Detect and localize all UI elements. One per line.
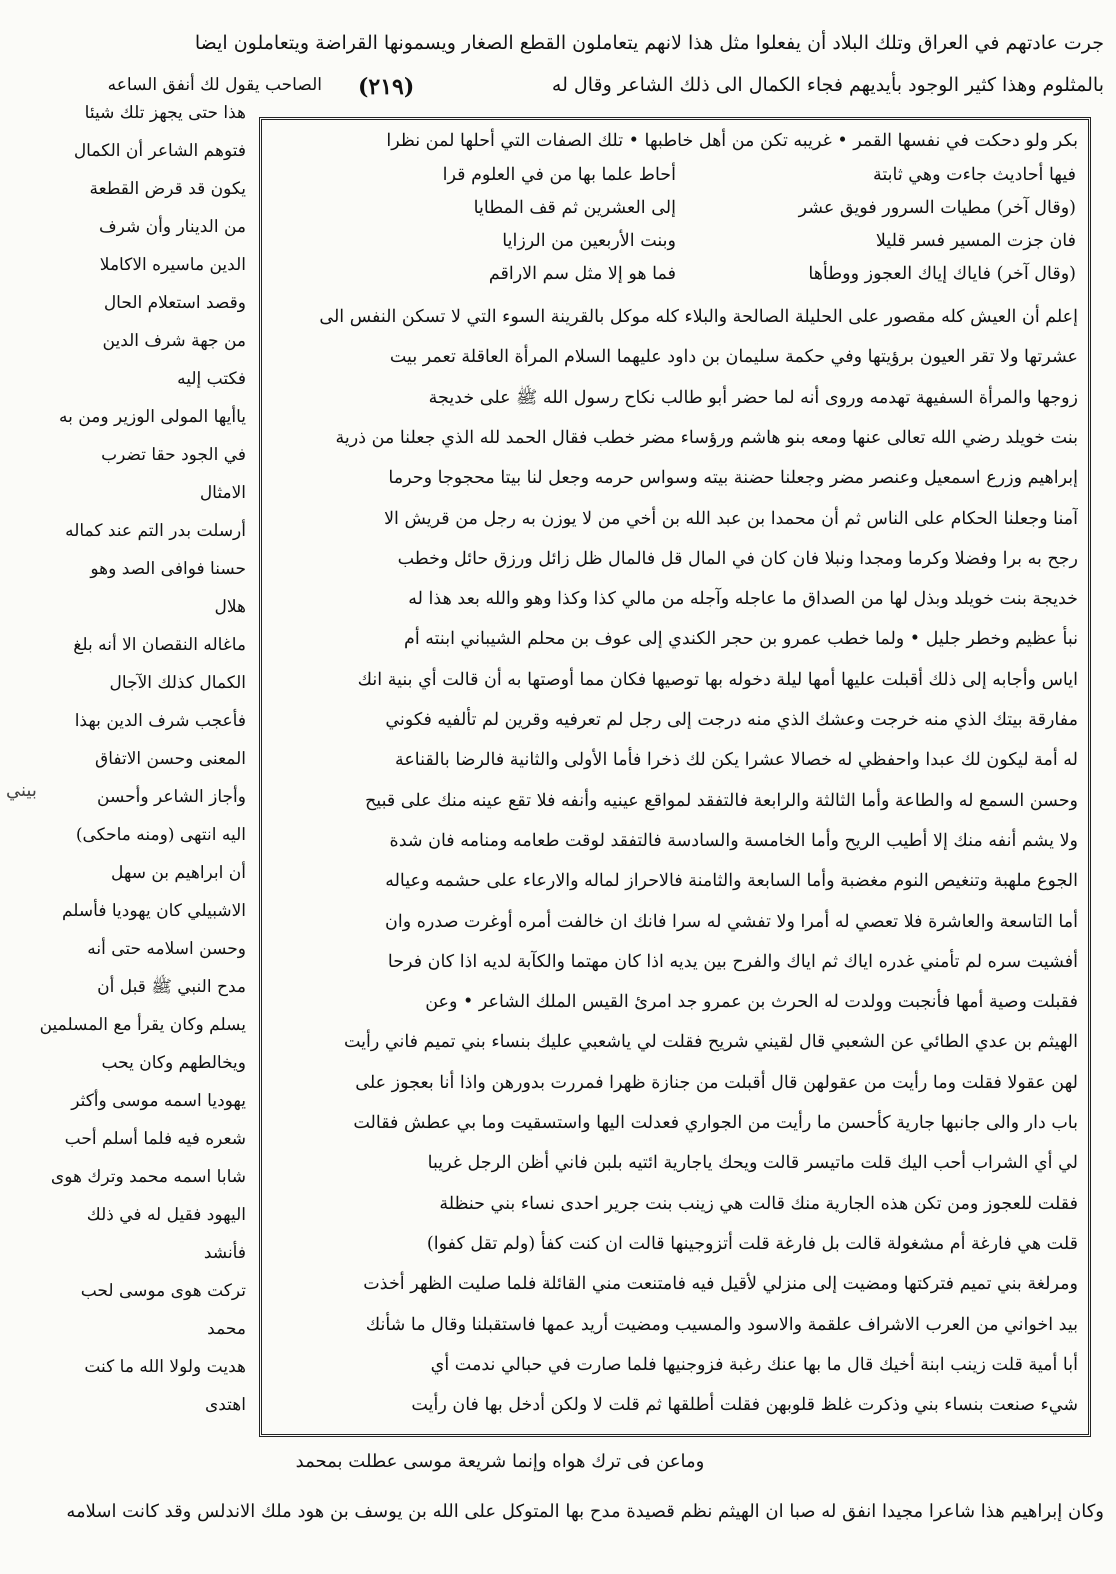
margin-line: الاشبيلي كان يهوديا فأسلم (61, 901, 246, 921)
margin-line: وقصد استعلام الحال (103, 293, 246, 313)
margin-commentary (22, 98, 246, 1438)
margin-line: فأنشد (203, 1243, 246, 1263)
margin-line: هذا حتى يجهز تلك شيئا (84, 103, 246, 123)
margin-line: اهتدى (204, 1395, 246, 1415)
main-text-line: بيد اخواني من العرب الاشراف علقمة والاسود والمسيب ومضيت أريد عمها فاستقبلنا وقال ما شأنك (365, 1314, 1078, 1335)
verse-first-hemistich: (وقال آخر) فاياك إياك العجوز ووطأها (808, 264, 1076, 284)
margin-line: الامثال (199, 483, 246, 503)
main-text-line: أفشيت سره لم تأمني غدره اياك ثم اياك والفرح بين يديه اذا كان مهتما والكآبة لديه اذا كان فرحا (387, 951, 1078, 972)
margin-line: الدين ماسيره الاكاملا (99, 255, 246, 275)
main-text-line: قلت هي فارغة أم مشغولة قالت بل فارغة قلت أتزوجينها قالت ان كنت كفأ (ولم تقل كفوا) (426, 1233, 1078, 1254)
main-text-line: أما التاسعة والعاشرة فلا تعصي له أمرا ولا تفشي له سرا فانك ان خالفت أمره أوغرت صدره وان (385, 911, 1078, 932)
margin-line: هلال (214, 597, 246, 617)
margin-line: يكون قد قرض القطعة (89, 179, 246, 199)
margin-line: مدح النبي ﷺ قبل أن (97, 977, 246, 997)
main-text-line: شيء صنعت بنساء بني وذكرت غلظ قلوبهن فقلت أطلقها ثم قلت لا ولكن أدخل بها فان رأيت (411, 1395, 1078, 1416)
footer-line: وكان إبراهيم هذا شاعرا مجيدا انفق له صبا ان الهيثم نظم قصيدة مدح بها المتوكل على الله بن يوسف بن هود ملك الاندلس وقد كانت اسلامه (66, 1501, 1104, 1522)
page-number: (٢١٩) (358, 74, 415, 100)
verse-second-hemistich: إلى العشرين ثم قف المطايا (473, 198, 676, 218)
margin-line: ويخالطهم وكان يحب (101, 1053, 246, 1073)
margin-line: شعره فيه فلما أسلم أحب (64, 1129, 246, 1149)
main-text-line: إعلم أن العيش كله مقصور على الحليلة الصالحة والبلاء كله موكل بالقرينة السوء التي لا تسكن النفس الى (319, 307, 1078, 327)
verse-first-hemistich: فيها أحاديث جاءت وهي ثابتة (872, 165, 1076, 185)
verse-first-hemistich: فان جزت المسير فسر قليلا (875, 231, 1076, 251)
margin-line: تركت هوى موسى لحب (80, 1281, 246, 1301)
main-text-line: فقلت للعجوز ومن تكن هذه الجارية منك قالت هي زينب بنت جرير احدى نساء بني حنظلة (439, 1193, 1078, 1214)
main-text-line: اياس وأجابه إلى ذلك أقبلت عليها أمها ليلة دخوله بها توصيها فكان مما أوصتها به أن قالت أي بنية انك (357, 669, 1078, 690)
margin-line: من الدينار وأن شرف (99, 217, 246, 237)
margin-line: أن ابراهيم بن سهل (110, 863, 246, 883)
main-text-line: زوجها والمرأة السفيهة تهدمه وروى أنه لما حضر أبو طالب نكاح رسول الله ﷺ على خديجة (428, 387, 1078, 408)
margin-line: من جهة شرف الدين (102, 331, 246, 351)
margin-line: شابا اسمه محمد وترك هوى (50, 1167, 246, 1187)
main-text-line: ولا يشم أنفه منك إلا أطيب الريح وأما الخامسة والسادسة فالتفقد لوقت طعامه ومنامه فان شدة (389, 830, 1078, 851)
main-text-line: الهيثم بن عدي الطائي عن الشعبي قال لقيني شريح فقلت لي ياشعبي عليك بنساء بني تميم فاني رأيت (343, 1032, 1078, 1053)
verse-second-hemistich: فما هو إلا مثل سم الاراقم (488, 264, 676, 284)
main-text-line: لهن عقولا فقلت وما رأيت من عقولهن قال أقبلت من جنازة ظهرا فمررت بدورهن واذا أنا بعجوز على (355, 1072, 1078, 1093)
main-text-line: آمنا وجعلنا الحكام على الناس ثم أن محمدا بن عبد الله بن أخي من لا يوزن به رجل من قريش الا (384, 508, 1078, 529)
main-text-box (259, 117, 1091, 1437)
margin-line: الكمال كذلك الآجال (109, 673, 246, 693)
main-text-line: إبراهيم وزرع اسمعيل وعنصر مضر وجعلنا حضنة بيته وسواس حرمه وجعل لنا بيتا محجوجا وحرما (388, 468, 1078, 489)
margin-line: اليه انتهى (ومنه ماحكى) (75, 825, 246, 845)
main-text-line: وحسن السمع له والطاعة وأما الثالثة والرابعة فالتفقد لمواقع عينيه وأنفه فلا تقع عينه منك على قبيح (365, 790, 1078, 811)
margin-line: في الجود حقا تضرب (101, 445, 246, 465)
margin-line: فتوهم الشاعر أن الكمال (73, 141, 246, 161)
main-text-line: نبأ عظيم وخطر جليل • ولما خطب عمرو بن حجر الكندي إلى عوف بن محلم الشيباني ابنته أم (404, 629, 1078, 650)
margin-line: اليهود فقيل له في ذلك (86, 1205, 246, 1225)
margin-line: ياأيها المولى الوزير ومن به (59, 407, 246, 427)
margin-line: هديت ولولا الله ما كنت (84, 1357, 246, 1377)
main-text-line: باب دار والى جانبها جارية كأحسن ما رأيت من الجواري فعدلت اليها واستسقيت وما بي عطش فقالت (353, 1113, 1078, 1133)
main-text-line: ومرلغة بني تميم فتركتها ومضيت إلى منزلي لأقيل فيه فامتنعت مني القائلة فلما صليت الظهر أخذت (363, 1274, 1078, 1295)
margin-line: ماغاله النقصان الا أنه بلغ (73, 635, 246, 655)
margin-line: أرسلت بدر التم عند كماله (65, 521, 246, 541)
header-line-2: بالمثلوم وهذا كثير الوجود بأيديهم فجاء الكمال الى ذلك الشاعر وقال له (551, 74, 1104, 96)
main-text-line: أبا أمية قلت زينب ابنة أخيك قال ما بها عنك رغبة فزوجنيها فلما صارت في حبالي ندمت أي (430, 1354, 1078, 1375)
margin-line: يهوديا اسمه موسى وأكثر (71, 1091, 246, 1111)
main-text-line: خديجة بنت خويلد وبذل لها من الصداق ما عاجله وآجله من مالي كذا وكذا وهو والله بعد هذا له (408, 589, 1078, 610)
verse-second-hemistich: وبنت الأربعين من الرزايا (502, 231, 676, 251)
main-first-line: بكر ولو دحكت في نفسها القمر • غريبه تكن من أهل خاطبها • تلك الصفات التي أحلها لمن نظرا (386, 131, 1078, 151)
margin-line: فكتب إليه (177, 369, 246, 389)
main-text-line: رجح به برا وفضلا وكرما ومجدا ونبلا فان كان في المال قل فالمال ظل زائل ورزق حائل وخطب (397, 548, 1078, 569)
margin-line: حسنا فوافى الصد وهو (90, 559, 246, 579)
margin-line: وحسن اسلامه حتى أنه (87, 939, 246, 959)
main-text-line: لي أي الشراب أحب اليك قلت ماتيسر قالت ويحك ياجارية ائتيه بلبن فاني أظن الرجل غريبا (427, 1153, 1078, 1174)
margin-line: وأجاز الشاعر وأحسن (97, 787, 246, 807)
verse-second-hemistich: أحاط علما بها من في العلوم قرا (442, 165, 676, 185)
verse-first-hemistich: (وقال آخر) مطيات السرور فويق عشر (798, 198, 1076, 218)
footer-verse: وماعن فى ترك هواه وإنما شريعة موسى عطلت بمحمد (295, 1451, 705, 1472)
margin-line: يسلم وكان يقرأ مع المسلمين (39, 1015, 246, 1035)
margin-line: المعنى وحسن الاتفاق (95, 749, 246, 769)
margin-line: فأعجب شرف الدين بهذا (74, 711, 246, 731)
header-line-1: جرت عادتهم في العراق وتلك البلاد أن يفعلوا مثل هذا لانهم يتعاملون القطع الصغار ويسمونها القراضة ويتعاملون ايضا (194, 32, 1104, 54)
margin-opening-line: الصاحب يقول لك أنفق الساعه (107, 75, 322, 95)
main-text-line: الجوع ملهبة وتنغيص النوم مغضبة وأما السابعة والثامنة فالاحراز لماله والارعاء على حشمه وعياله (385, 871, 1078, 892)
margin-line: محمد (207, 1319, 246, 1339)
main-text-line: بنت خويلد رضي الله تعالى عنها ومعه بنو هاشم ورؤساء مضر خطب فقال الحمد لله الذي جعلنا من ذرية (335, 427, 1078, 448)
side-mark: بيني (6, 780, 37, 801)
main-text-line: عشرتها ولا تقر العيون برؤيتها وفي حكمة سليمان بن داود عليهما السلام المرأة العاقلة تعمر بيت (389, 347, 1078, 368)
main-text-line: فقبلت وصية أمها فأنجبت وولدت له الحرث بن عمرو جد امرئ القيس الملك الشاعر • وعن (425, 992, 1078, 1013)
main-text-line: مفارقة بيتك الذي منه خرجت وعشك الذي منه درجت إلى رجل لم تعرفيه وقرين لم تألفيه فكوني (385, 710, 1078, 730)
main-text-line: له أمة ليكون لك عبدا واحفظي له خصالا عشرا يكن لك ذخرا فأما الأولى والثانية فالرضا بالقناعة (394, 750, 1078, 771)
